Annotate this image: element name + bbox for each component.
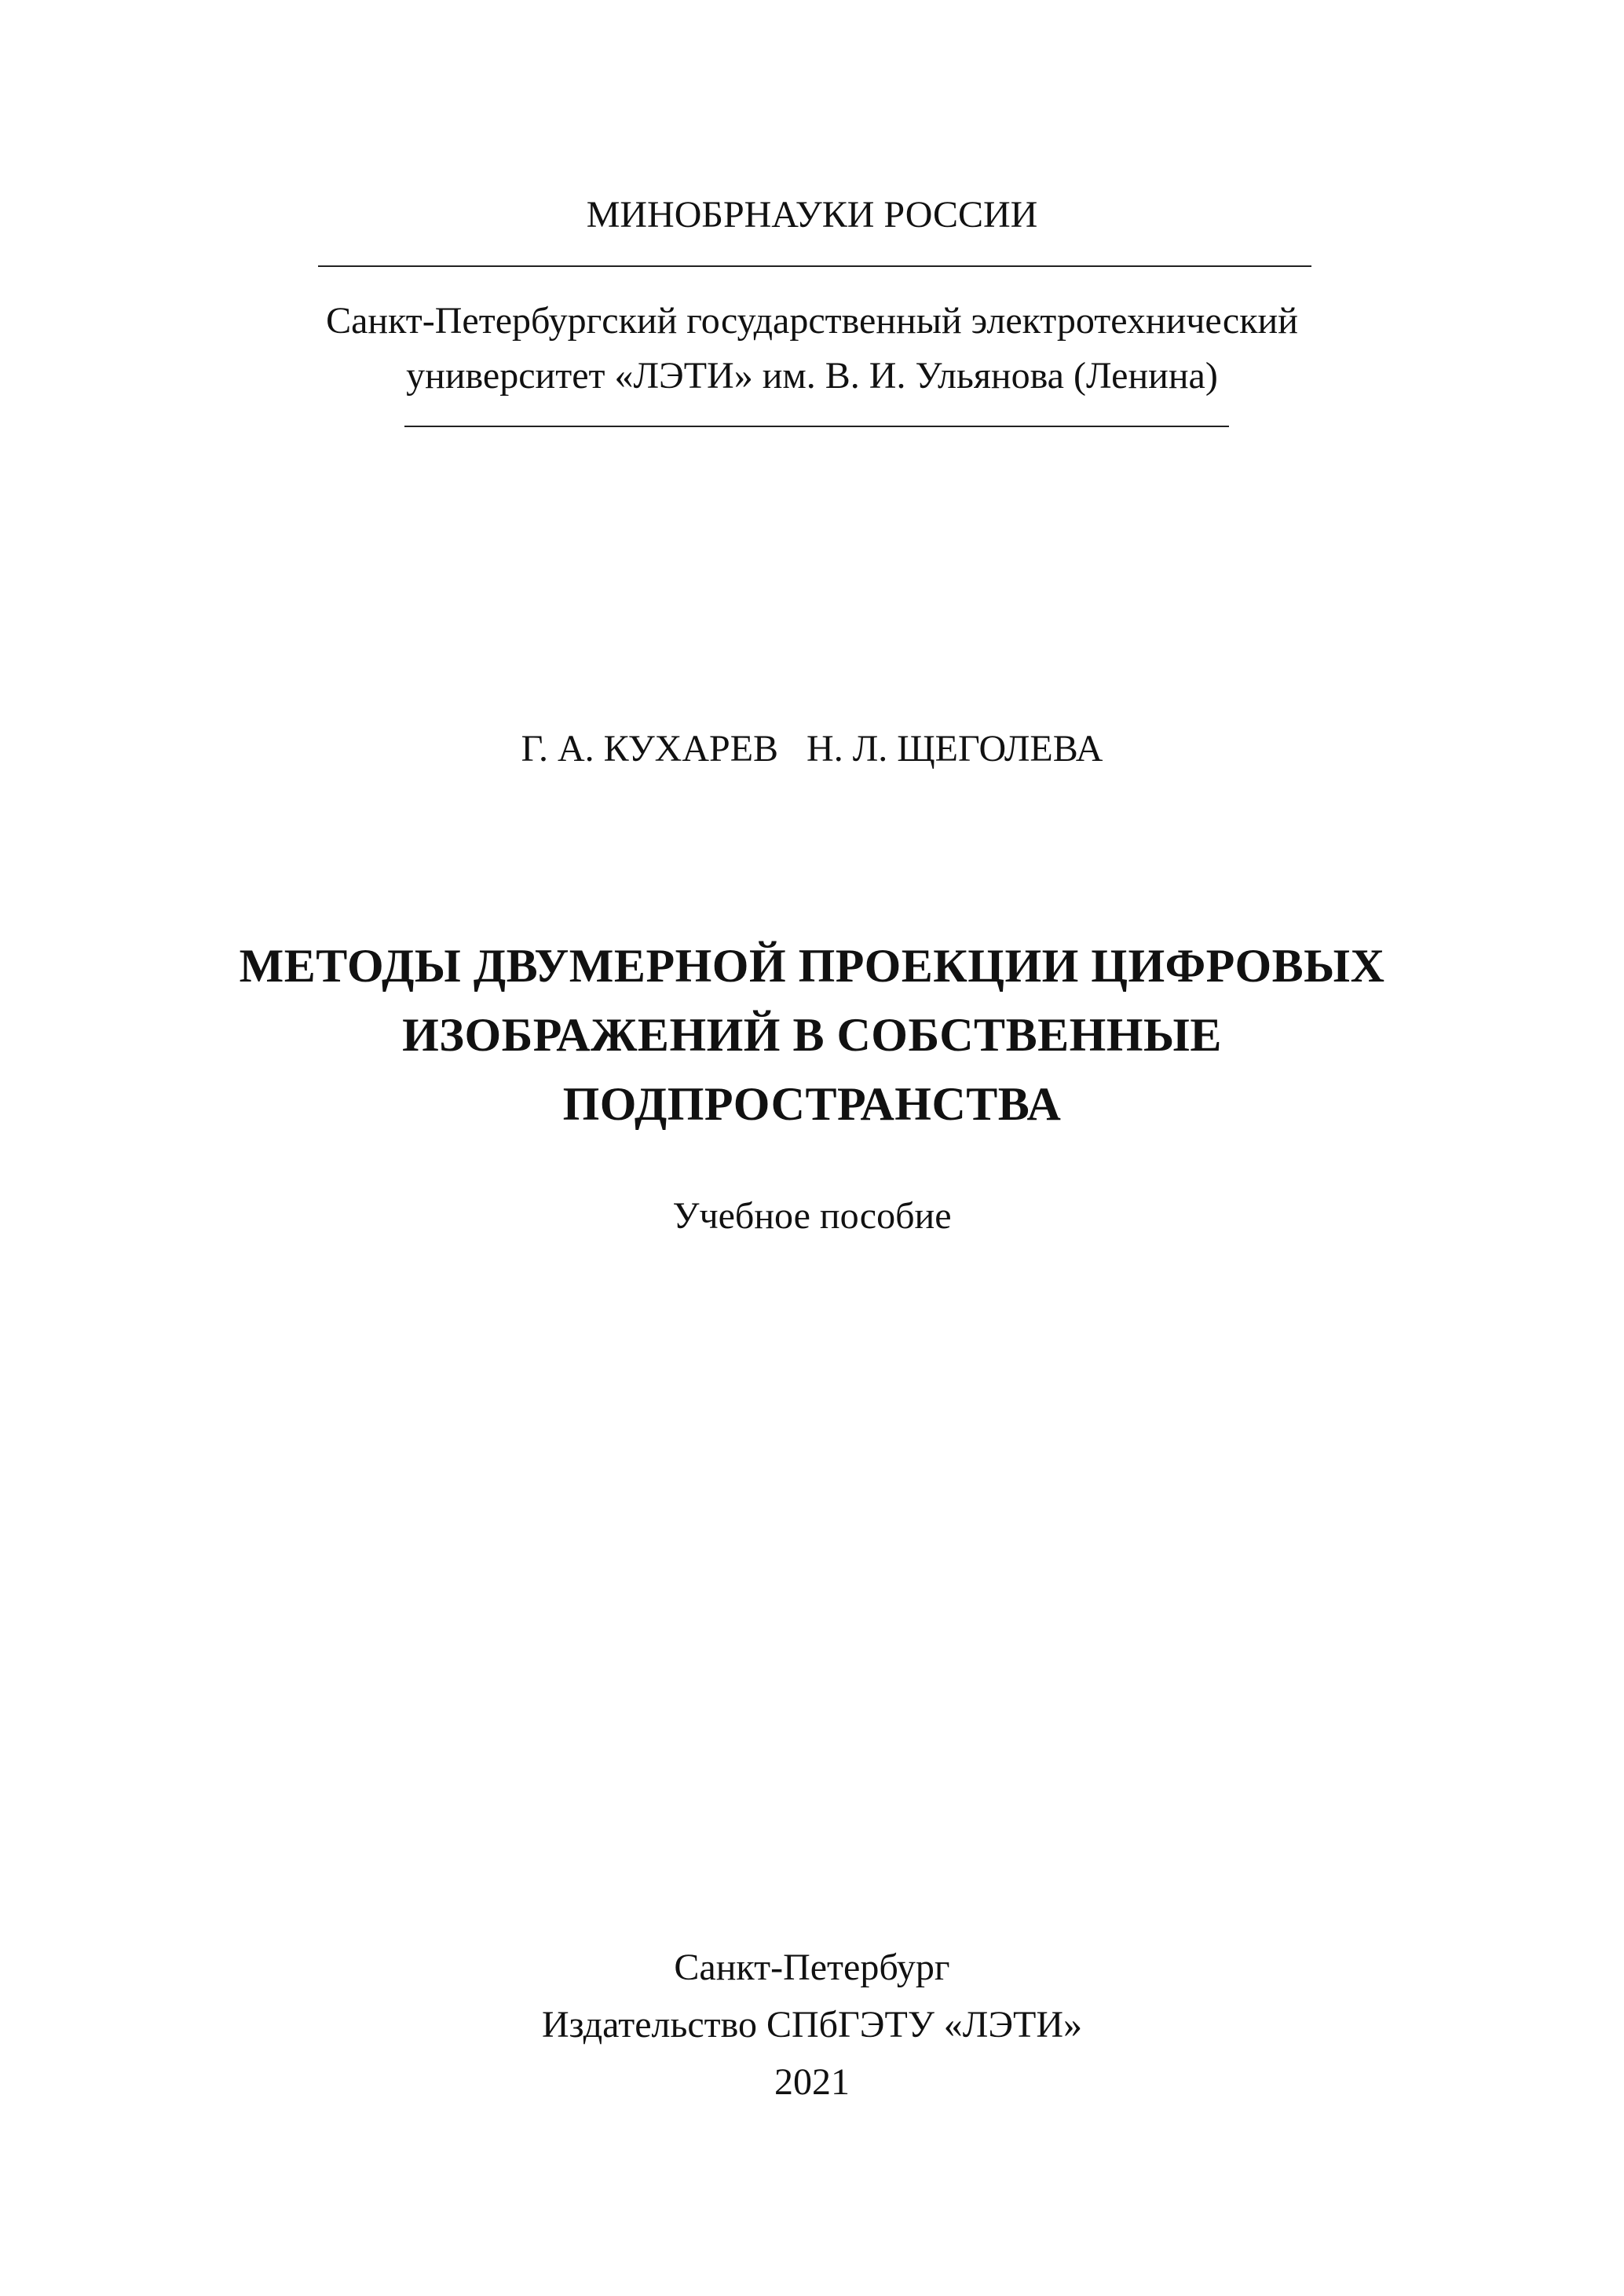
university-name-line-2: университет «ЛЭТИ» им. В. И. Ульянова (Ленина) <box>406 355 1218 397</box>
publication-type: Учебное пособие <box>672 1195 952 1237</box>
book-title-line-2: ИЗОБРАЖЕНИЙ В СОБСТВЕННЫЕ <box>402 1009 1222 1061</box>
publisher-name: Издательство СПбГЭТУ «ЛЭТИ» <box>541 2004 1083 2046</box>
header-divider-bottom <box>404 426 1229 427</box>
university-name-line-1: Санкт-Петербургский государственный электротехнический <box>326 300 1298 342</box>
book-title-line-3: ПОДПРОСТРАНСТВА <box>562 1078 1062 1130</box>
authors: Г. А. КУХАРЕВ Н. Л. ЩЕГОЛЕВА <box>521 728 1103 770</box>
ministry-name: МИНОБРНАУКИ РОССИИ <box>586 194 1038 236</box>
header-divider-top <box>318 265 1311 267</box>
publication-year: 2021 <box>774 2061 850 2103</box>
book-title-line-1: МЕТОДЫ ДВУМЕРНОЙ ПРОЕКЦИИ ЦИФРОВЫХ <box>239 940 1385 992</box>
publication-city: Санкт-Петербург <box>674 1947 950 1988</box>
